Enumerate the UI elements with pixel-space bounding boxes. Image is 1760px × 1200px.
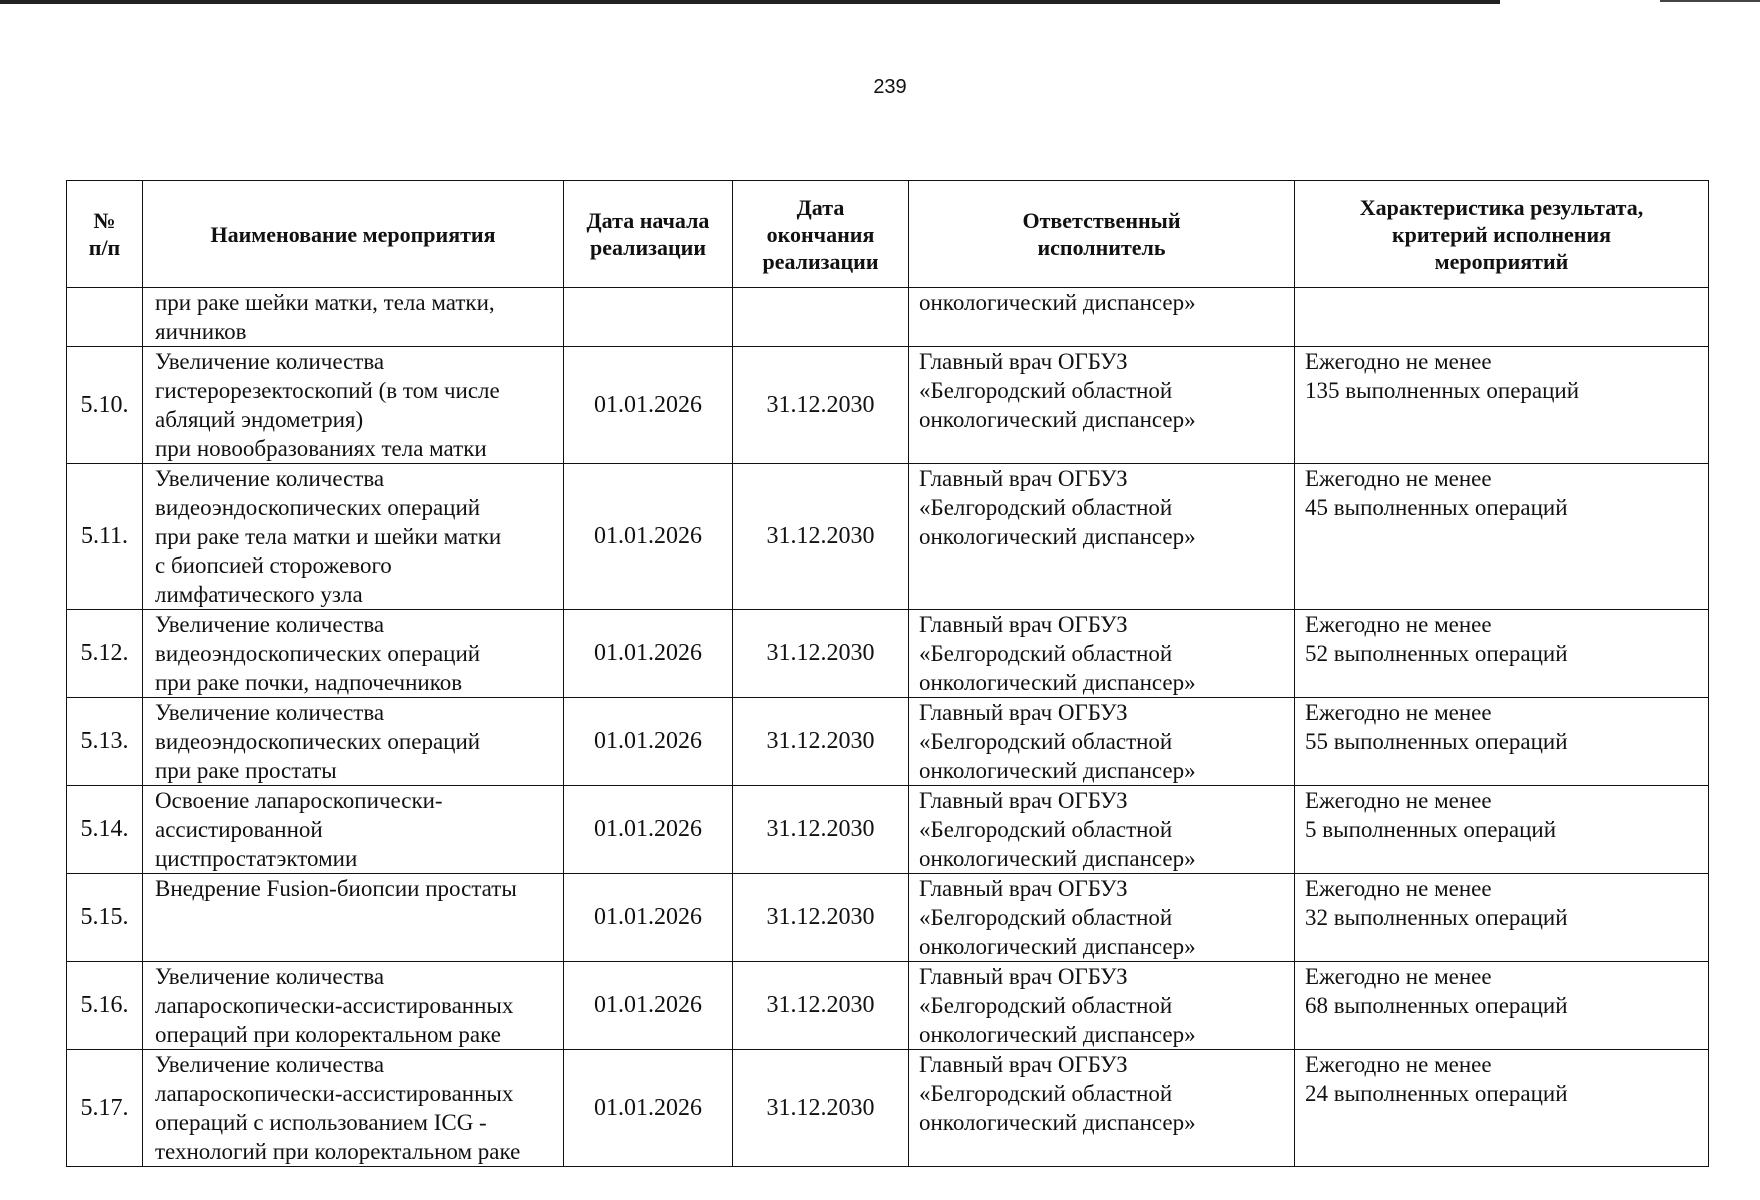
executor-cell: онкологический диспансер» <box>909 288 1295 347</box>
measure-name-cell: Освоение лапароскопически- ассистированной цистпростатэктомии <box>143 786 564 874</box>
start-date-cell <box>564 288 733 347</box>
measure-name-cell: Увеличение количества лапароскопически-ассистированных операций при колоректальном раке <box>143 962 564 1050</box>
header-end-date: Дата окончания реализации <box>733 181 909 288</box>
table-row <box>67 610 1709 698</box>
executor-cell: Главный врач ОГБУЗ «Белгородский областной онкологический диспансер» <box>909 464 1295 610</box>
start-date-cell: 01.01.2026 <box>564 874 733 962</box>
page-number: 239 <box>873 76 907 98</box>
result-cell: Ежегодно не менее 32 выполненных операций <box>1295 874 1709 962</box>
start-date-cell: 01.01.2026 <box>564 962 733 1050</box>
measure-name-cell: Увеличение количества лапароскопически-ассистированных операций с использованием ICG - технологий при колоректальном раке <box>143 1050 564 1167</box>
executor-cell: Главный врач ОГБУЗ «Белгородский областной онкологический диспансер» <box>909 1050 1295 1167</box>
table-row <box>67 962 1709 1050</box>
end-date-cell: 31.12.2030 <box>733 1050 909 1167</box>
table-body <box>67 288 1709 1167</box>
scan-top-edge <box>0 0 1500 4</box>
header-name: Наименование мероприятия <box>143 181 564 288</box>
row-number-cell: 5.14. <box>67 786 143 874</box>
executor-cell: Главный врач ОГБУЗ «Белгородский областной онкологический диспансер» <box>909 347 1295 464</box>
result-cell: Ежегодно не менее 5 выполненных операций <box>1295 786 1709 874</box>
end-date-cell: 31.12.2030 <box>733 874 909 962</box>
start-date-cell: 01.01.2026 <box>564 464 733 610</box>
table-row <box>67 288 1709 347</box>
row-number-cell: 5.15. <box>67 874 143 962</box>
table-header <box>67 181 1709 288</box>
executor-cell: Главный врач ОГБУЗ «Белгородский областной онкологический диспансер» <box>909 610 1295 698</box>
row-number-cell: 5.11. <box>67 464 143 610</box>
table-row <box>67 464 1709 610</box>
table-row <box>67 874 1709 962</box>
result-cell: Ежегодно не менее 45 выполненных операций <box>1295 464 1709 610</box>
end-date-cell: 31.12.2030 <box>733 786 909 874</box>
end-date-cell: 31.12.2030 <box>733 610 909 698</box>
result-cell: Ежегодно не менее 24 выполненных операций <box>1295 1050 1709 1167</box>
row-number-cell: 5.16. <box>67 962 143 1050</box>
table-row <box>67 1050 1709 1167</box>
start-date-cell: 01.01.2026 <box>564 1050 733 1167</box>
header-executor: Ответственный исполнитель <box>909 181 1295 288</box>
row-number-cell: 5.10. <box>67 347 143 464</box>
executor-cell: Главный врач ОГБУЗ «Белгородский областной онкологический диспансер» <box>909 698 1295 786</box>
measure-name-cell: Увеличение количества видеоэндоскопических операций при раке тела матки и шейки матки с биопсией сторожевого лимфатического узла <box>143 464 564 610</box>
header-row <box>67 181 1709 288</box>
end-date-cell <box>733 288 909 347</box>
measure-name-cell: Увеличение количества видеоэндоскопических операций при раке простаты <box>143 698 564 786</box>
measure-name-cell: Увеличение количества гистерорезектоскопий (в том числе абляций эндометрия) при новообразованиях тела матки <box>143 347 564 464</box>
result-cell: Ежегодно не менее 135 выполненных операций <box>1295 347 1709 464</box>
row-number-cell: 5.17. <box>67 1050 143 1167</box>
end-date-cell: 31.12.2030 <box>733 962 909 1050</box>
row-number-cell: 5.13. <box>67 698 143 786</box>
result-cell: Ежегодно не менее 68 выполненных операций <box>1295 962 1709 1050</box>
executor-cell: Главный врач ОГБУЗ «Белгородский областной онкологический диспансер» <box>909 874 1295 962</box>
start-date-cell: 01.01.2026 <box>564 610 733 698</box>
measures-table <box>66 180 1709 1167</box>
start-date-cell: 01.01.2026 <box>564 698 733 786</box>
end-date-cell: 31.12.2030 <box>733 347 909 464</box>
executor-cell: Главный врач ОГБУЗ «Белгородский областной онкологический диспансер» <box>909 786 1295 874</box>
row-number-cell <box>67 288 143 347</box>
result-cell: Ежегодно не менее 55 выполненных операций <box>1295 698 1709 786</box>
header-num: № п/п <box>67 181 143 288</box>
header-start-date: Дата начала реализации <box>564 181 733 288</box>
result-cell <box>1295 288 1709 347</box>
measure-name-cell: Увеличение количества видеоэндоскопических операций при раке почки, надпочечников <box>143 610 564 698</box>
executor-cell: Главный врач ОГБУЗ «Белгородский областной онкологический диспансер» <box>909 962 1295 1050</box>
table-row <box>67 698 1709 786</box>
header-result: Характеристика результата, критерий исполнения мероприятий <box>1295 181 1709 288</box>
result-cell: Ежегодно не менее 52 выполненных операций <box>1295 610 1709 698</box>
end-date-cell: 31.12.2030 <box>733 698 909 786</box>
table-row <box>67 786 1709 874</box>
row-number-cell: 5.12. <box>67 610 143 698</box>
start-date-cell: 01.01.2026 <box>564 347 733 464</box>
table-row <box>67 347 1709 464</box>
measure-name-cell: Внедрение Fusion-биопсии простаты <box>143 874 564 962</box>
scan-top-edge-right <box>1660 0 1760 2</box>
measure-name-cell: при раке шейки матки, тела матки, яичников <box>143 288 564 347</box>
end-date-cell: 31.12.2030 <box>733 464 909 610</box>
start-date-cell: 01.01.2026 <box>564 786 733 874</box>
